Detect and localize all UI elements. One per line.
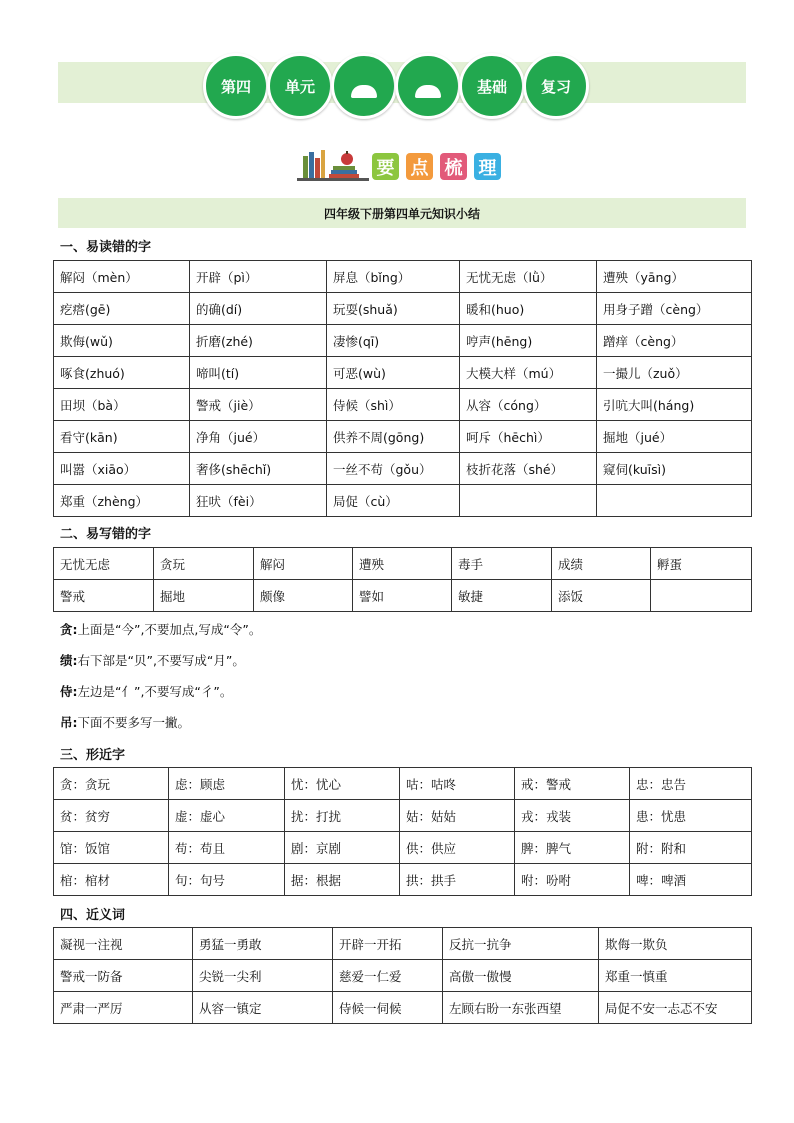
word-cell: 添饭 — [552, 580, 651, 612]
word-cell: 咕：咕咚 — [400, 768, 515, 800]
word-cell: 无忧无虑（lǜ） — [460, 261, 597, 293]
note-text: 左边是“亻”,不要写成“彳”。 — [77, 684, 233, 699]
word-cell: 慈爱一仁爱 — [333, 960, 443, 992]
word-cell: 敏捷 — [452, 580, 552, 612]
word-cell: 欺侮(wǔ) — [54, 325, 190, 357]
writing-note — [60, 651, 245, 669]
word-cell: 剧：京剧 — [285, 832, 400, 864]
document-title: 四年级下册第四单元知识小结 — [58, 198, 746, 228]
note-key: 侍: — [60, 684, 78, 699]
table-row — [54, 293, 752, 325]
word-cell: 局促不安一忐忑不安 — [599, 992, 752, 1024]
word-cell: 凝视一注视 — [54, 928, 193, 960]
word-cell: 贫：贫穷 — [54, 800, 169, 832]
word-cell: 棺：棺材 — [54, 864, 169, 896]
word-cell: 馆：饭馆 — [54, 832, 169, 864]
word-cell: 句：句号 — [169, 864, 285, 896]
banner-circle-blank — [395, 53, 461, 119]
word-cell: 大模大样（mú） — [460, 357, 597, 389]
banner-circle: 复习 — [523, 53, 589, 119]
table-row — [54, 357, 752, 389]
word-cell: 掘地 — [154, 580, 254, 612]
key-points-char: 点 — [406, 153, 433, 180]
word-cell: 虚：虚心 — [169, 800, 285, 832]
word-cell: 一撮儿（zuǒ） — [597, 357, 752, 389]
word-cell: 解闷（mèn） — [54, 261, 190, 293]
word-cell: 枝折花落（shé） — [460, 453, 597, 485]
table-row — [54, 485, 752, 517]
word-cell: 蹭痒（cèng） — [597, 325, 752, 357]
books-icon — [297, 148, 369, 182]
word-cell — [460, 485, 597, 517]
word-cell: 虑：顾虑 — [169, 768, 285, 800]
writing-note — [60, 620, 261, 638]
note-key: 贪: — [60, 622, 78, 637]
key-points-char: 要 — [372, 153, 399, 180]
note-key: 吊: — [60, 715, 78, 730]
banner-circle: 第四 — [203, 53, 269, 119]
word-cell: 姑：姑姑 — [400, 800, 515, 832]
word-cell: 成绩 — [552, 548, 651, 580]
word-cell: 郑重一慎重 — [599, 960, 752, 992]
word-cell: 警戒一防备 — [54, 960, 193, 992]
word-cell — [651, 580, 752, 612]
table-row — [54, 800, 752, 832]
word-cell: 供：供应 — [400, 832, 515, 864]
word-cell: 欺侮一欺负 — [599, 928, 752, 960]
table-row — [54, 261, 752, 293]
word-cell: 勇猛一勇敢 — [193, 928, 333, 960]
table-row — [54, 389, 752, 421]
word-cell: 尖锐一尖利 — [193, 960, 333, 992]
word-cell: 高傲一傲慢 — [443, 960, 599, 992]
word-cell: 用身子蹭（cèng） — [597, 293, 752, 325]
word-cell: 遭殃（yāng） — [597, 261, 752, 293]
word-cell: 孵蛋 — [651, 548, 752, 580]
word-cell: 啄食(zhuó) — [54, 357, 190, 389]
word-cell: 咐：吩咐 — [515, 864, 630, 896]
note-text: 下面不要多写一撇。 — [77, 715, 191, 730]
word-cell: 譬如 — [353, 580, 452, 612]
table-row — [54, 992, 752, 1024]
word-cell: 侍候一伺候 — [333, 992, 443, 1024]
word-cell: 附：附和 — [630, 832, 752, 864]
table-row — [54, 960, 752, 992]
table-row — [54, 453, 752, 485]
word-cell: 田坝（bà） — [54, 389, 190, 421]
word-cell: 啼叫(tí) — [190, 357, 327, 389]
word-cell: 解闷 — [254, 548, 353, 580]
word-cell: 贪玩 — [154, 548, 254, 580]
word-cell: 警戒（jiè） — [190, 389, 327, 421]
note-key: 绩: — [60, 653, 78, 668]
word-cell: 供养不周(gōng) — [327, 421, 460, 453]
word-cell: 贪：贪玩 — [54, 768, 169, 800]
word-cell: 忧：忧心 — [285, 768, 400, 800]
table-row — [54, 928, 752, 960]
word-cell: 奢侈(shēchǐ) — [190, 453, 327, 485]
word-cell: 掘地（jué） — [597, 421, 752, 453]
word-cell: 扰：打扰 — [285, 800, 400, 832]
miswritten-chars-table — [53, 547, 752, 612]
word-cell: 哼声(hēng) — [460, 325, 597, 357]
word-cell: 毒手 — [452, 548, 552, 580]
writing-note — [60, 713, 190, 731]
word-cell: 叫嚣（xiāo） — [54, 453, 190, 485]
word-cell — [597, 485, 752, 517]
word-cell: 看守(kān) — [54, 421, 190, 453]
word-cell: 拱：拱手 — [400, 864, 515, 896]
banner-circle-blank — [331, 53, 397, 119]
word-cell: 折磨(zhé) — [190, 325, 327, 357]
word-cell: 呵斥（hēchì） — [460, 421, 597, 453]
word-cell: 窥伺(kuīsì) — [597, 453, 752, 485]
key-points-char: 理 — [474, 153, 501, 180]
word-cell: 无忧无虑 — [54, 548, 154, 580]
word-cell: 净角（jué） — [190, 421, 327, 453]
dome-icon — [415, 85, 441, 98]
word-cell: 反抗一抗争 — [443, 928, 599, 960]
word-cell: 一丝不苟（gǒu） — [327, 453, 460, 485]
word-cell: 局促（cù） — [327, 485, 460, 517]
table-row — [54, 864, 752, 896]
banner-circle: 单元 — [267, 53, 333, 119]
table-row — [54, 548, 752, 580]
word-cell: 颇像 — [254, 580, 353, 612]
word-cell: 遭殃 — [353, 548, 452, 580]
section-heading: 三、形近字 — [60, 748, 126, 763]
section-heading: 二、易写错的字 — [60, 527, 152, 542]
word-cell: 从容一镇定 — [193, 992, 333, 1024]
word-cell: 脾：脾气 — [515, 832, 630, 864]
note-text: 右下部是“贝”,不要写成“月”。 — [77, 653, 245, 668]
word-cell: 苟：苟且 — [169, 832, 285, 864]
word-cell: 严肃一严厉 — [54, 992, 193, 1024]
word-cell: 患：忧患 — [630, 800, 752, 832]
table-row — [54, 768, 752, 800]
word-cell: 侍候（shì） — [327, 389, 460, 421]
word-cell: 玩耍(shuǎ) — [327, 293, 460, 325]
section-heading: 一、易读错的字 — [60, 240, 152, 255]
word-cell: 左顾右盼一东张西望 — [443, 992, 599, 1024]
similar-chars-table — [53, 767, 752, 896]
word-cell: 警戒 — [54, 580, 154, 612]
word-cell: 郑重（zhèng） — [54, 485, 190, 517]
word-cell: 可恶(wù) — [327, 357, 460, 389]
section-heading: 四、近义词 — [60, 908, 126, 923]
table-row — [54, 325, 752, 357]
writing-note — [60, 682, 232, 700]
word-cell: 从容（cóng） — [460, 389, 597, 421]
word-cell: 开辟一开拓 — [333, 928, 443, 960]
table-row — [54, 580, 752, 612]
table-row — [54, 421, 752, 453]
word-cell: 的确(dí) — [190, 293, 327, 325]
word-cell: 引吭大叫(háng) — [597, 389, 752, 421]
table-row — [54, 832, 752, 864]
word-cell: 据：根据 — [285, 864, 400, 896]
banner-circle: 基础 — [459, 53, 525, 119]
word-cell: 戒：警戒 — [515, 768, 630, 800]
word-cell: 忠：忠告 — [630, 768, 752, 800]
misread-chars-table — [53, 260, 752, 517]
word-cell: 暖和(huo) — [460, 293, 597, 325]
word-cell: 狂吠（fèi） — [190, 485, 327, 517]
word-cell: 屏息（bǐng） — [327, 261, 460, 293]
word-cell: 凄惨(qī) — [327, 325, 460, 357]
word-cell: 啤：啤酒 — [630, 864, 752, 896]
word-cell: 疙瘩(gē) — [54, 293, 190, 325]
word-cell: 戎：戎装 — [515, 800, 630, 832]
note-text: 上面是“今”,不要加点,写成“令”。 — [77, 622, 262, 637]
synonyms-table — [53, 927, 752, 1024]
word-cell: 开辟（pì） — [190, 261, 327, 293]
key-points-char: 梳 — [440, 153, 467, 180]
dome-icon — [351, 85, 377, 98]
